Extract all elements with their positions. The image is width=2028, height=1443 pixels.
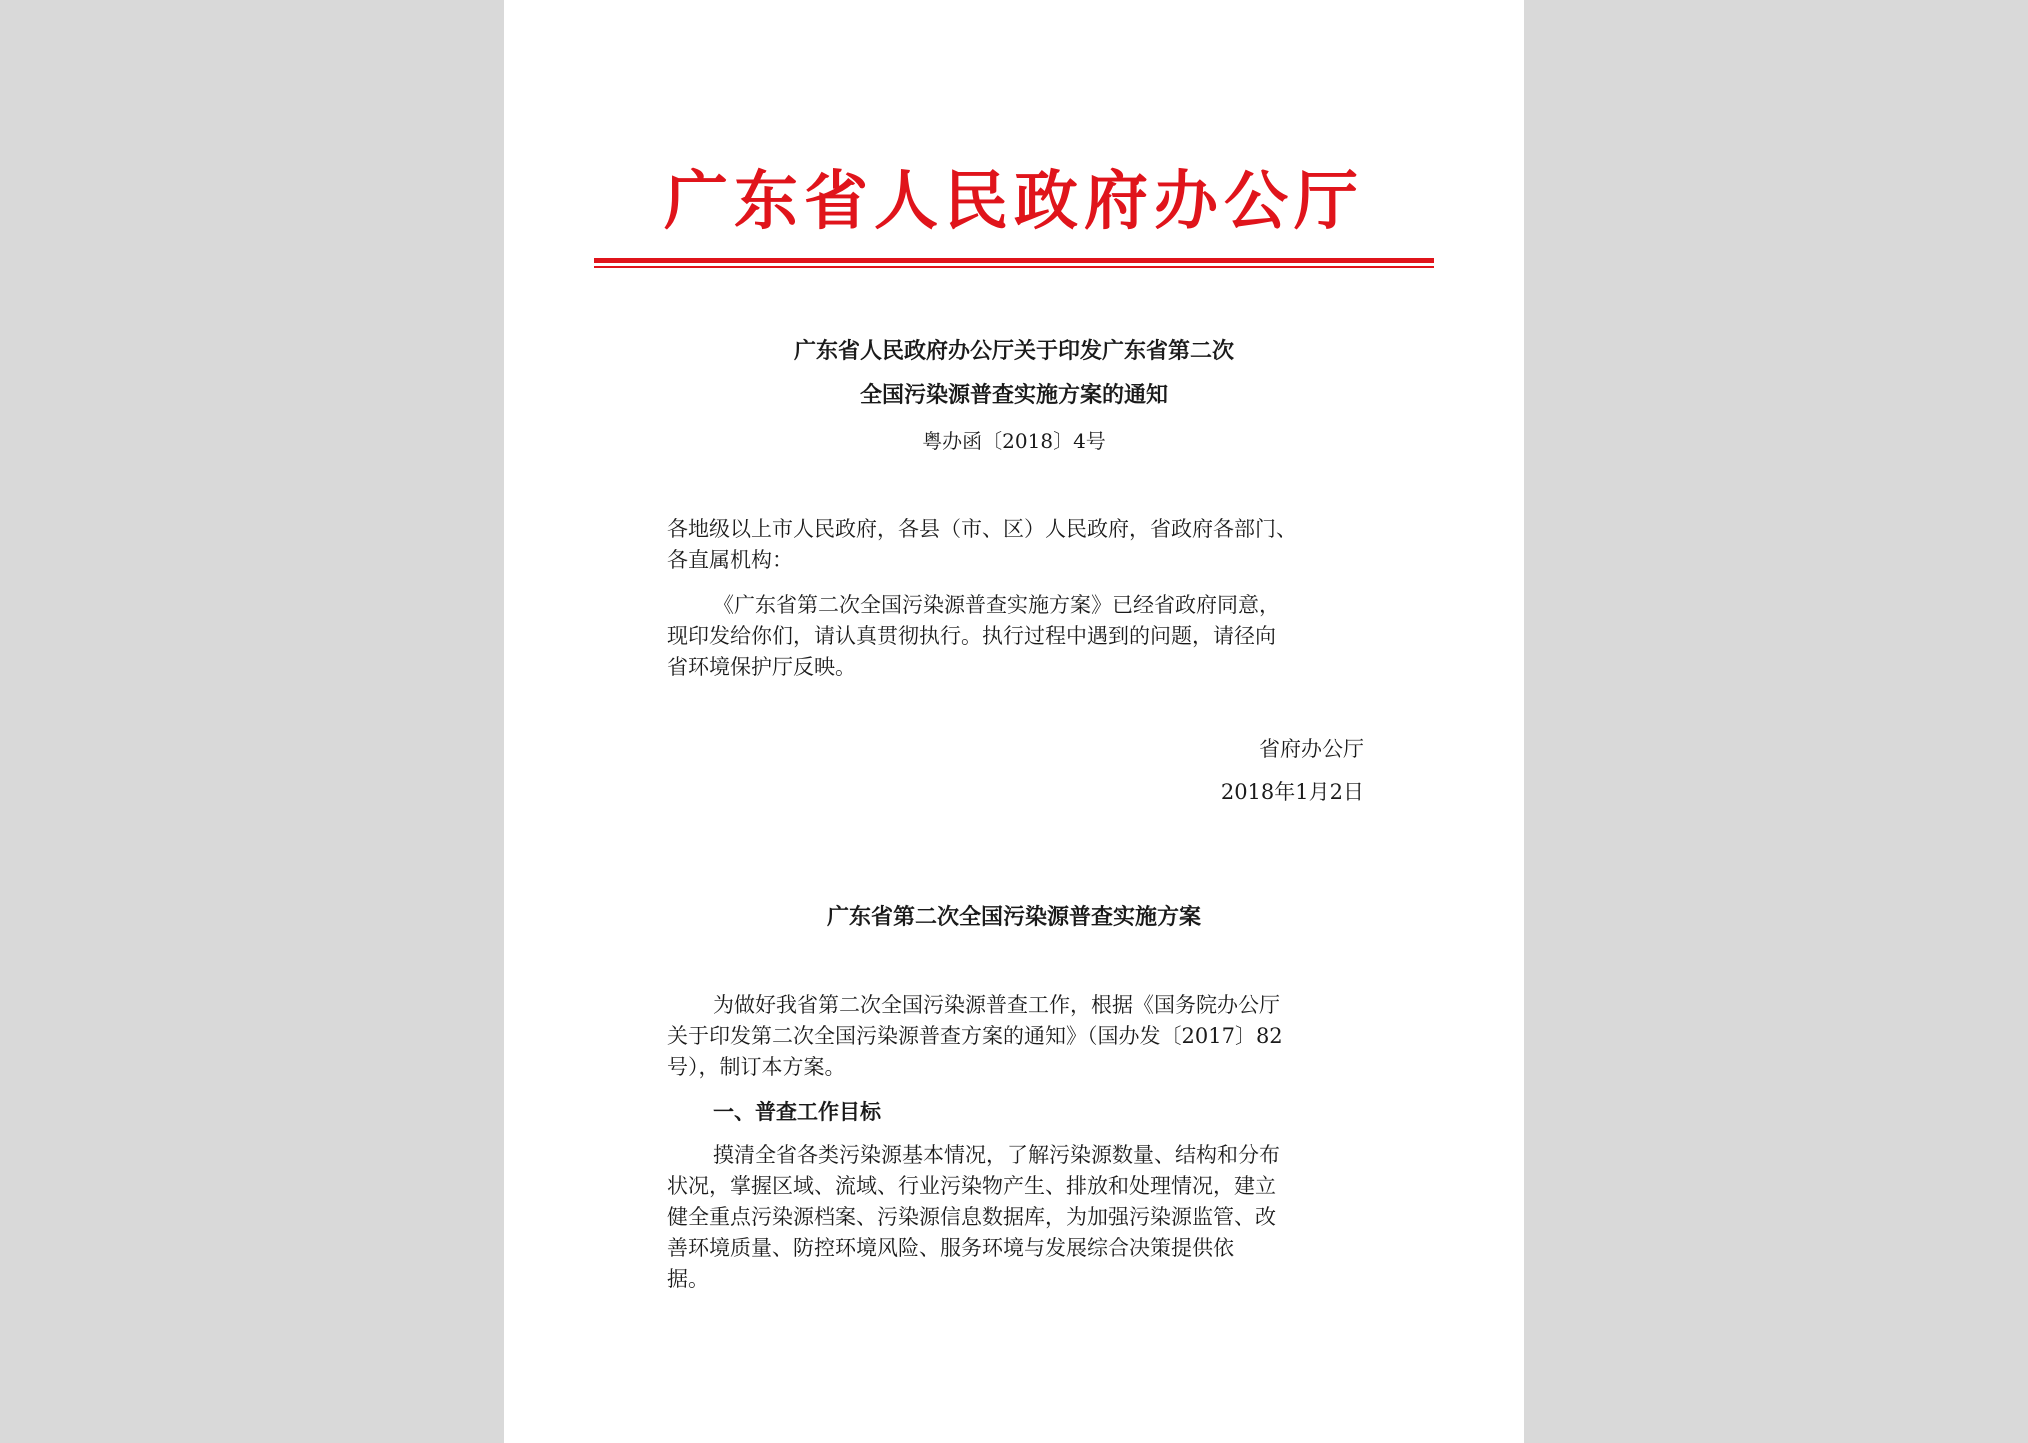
section-1-line-3: 健全重点污染源档案、污染源信息数据库，为加强污染源监管、改 [667, 1205, 1276, 1229]
section-1-line-2: 状况，掌握区域、流域、行业污染物产生、排放和处理情况，建立 [667, 1174, 1276, 1198]
notice-title-line-2: 全国污染源普查实施方案的通知 [859, 383, 1168, 408]
addressee-line-2: 各直属机构： [667, 548, 793, 572]
notice-body-line-3: 省环境保护厅反映。 [667, 655, 856, 679]
section-1-heading: 一、普查工作目标 [713, 1100, 881, 1124]
section-1-line-4: 善环境质量、防控环境风险、服务环境与发展综合决策提供依 [667, 1236, 1234, 1260]
masthead-red-rule-thin [594, 266, 1434, 268]
plan-intro-line-2: 关于印发第二次全国污染源普查方案的通知》（国办发〔2017〕82 [667, 1024, 1283, 1048]
plan-intro-line-1: 为做好我省第二次全国污染源普查工作，根据《国务院办公厅 [713, 993, 1280, 1017]
plan-intro-line-3: 号），制订本方案。 [667, 1055, 846, 1079]
issue-date: 2018年1月2日 [1220, 780, 1364, 804]
masthead-title: 广东省人民政府办公厅 [664, 165, 1364, 239]
addressee-line-1: 各地级以上市人民政府，各县（市、区）人民政府，省政府各部门、 [667, 517, 1297, 541]
document-page [504, 0, 1524, 1443]
section-1-line-1: 摸清全省各类污染源基本情况，了解污染源数量、结构和分布 [713, 1143, 1280, 1167]
signer: 省府办公厅 [1259, 737, 1364, 761]
section-1-line-5: 据。 [667, 1267, 709, 1291]
notice-body-line-1: 《广东省第二次全国污染源普查实施方案》已经省政府同意， [713, 593, 1280, 617]
notice-title-line-1: 广东省人民政府办公厅关于印发广东省第二次 [793, 339, 1234, 364]
notice-body-line-2: 现印发给你们，请认真贯彻执行。执行过程中遇到的问题，请径向 [667, 624, 1276, 648]
document-number: 粤办函〔2018〕4号 [922, 429, 1106, 453]
plan-title: 广东省第二次全国污染源普查实施方案 [826, 905, 1201, 930]
masthead-red-rule [594, 258, 1434, 263]
